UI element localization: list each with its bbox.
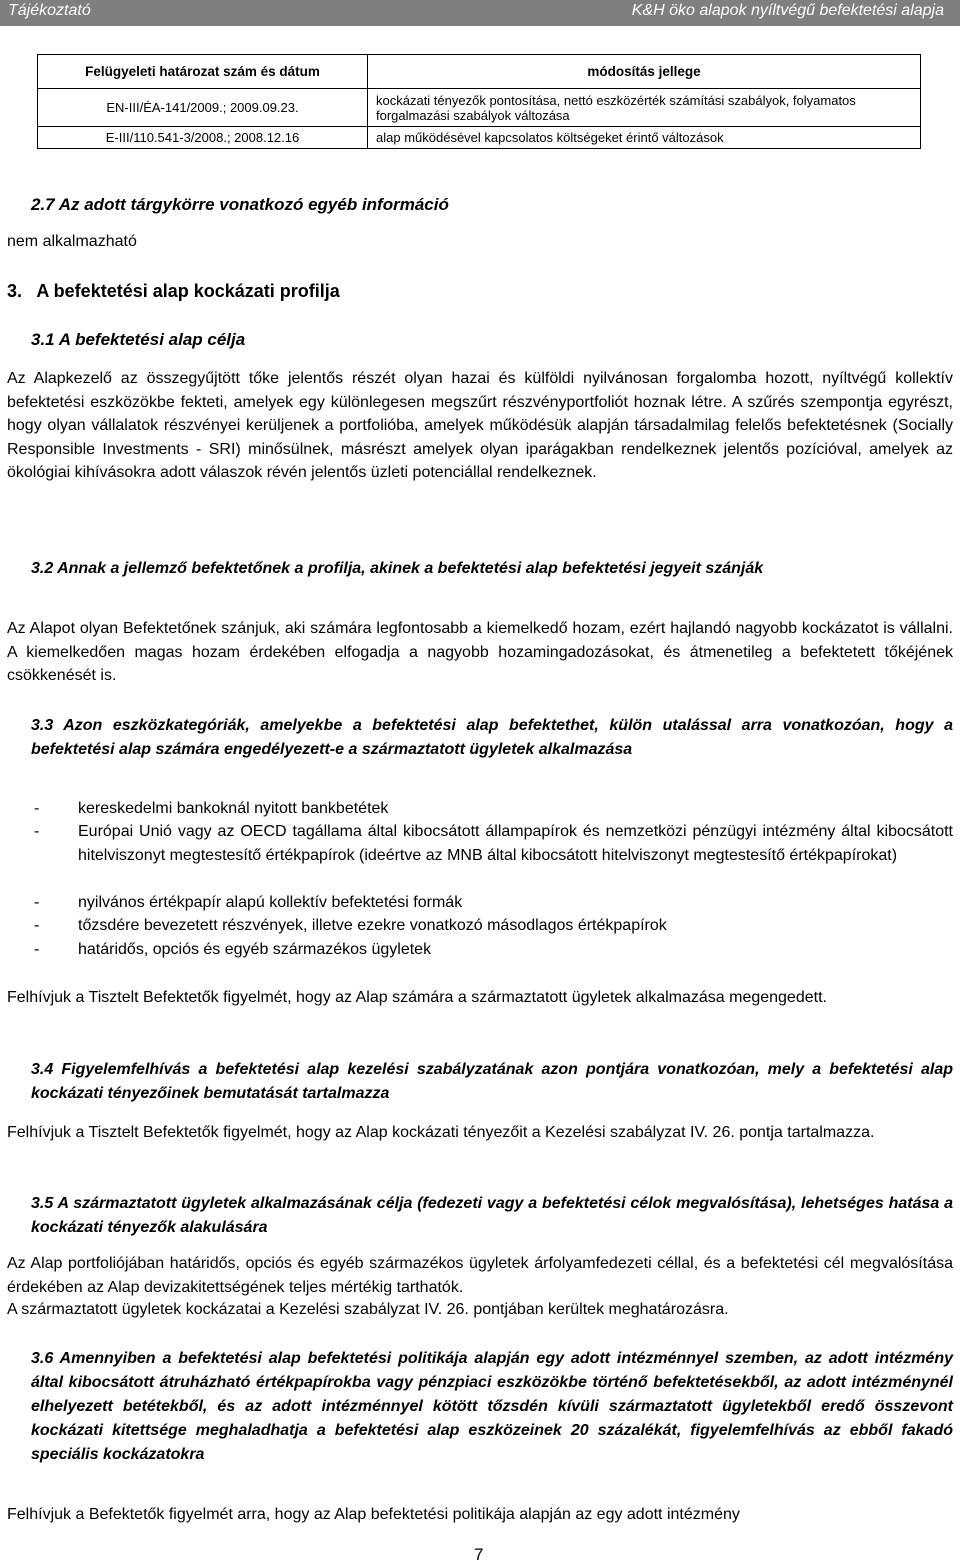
section-3-3-heading: 3.3 Azon eszközkategóriák, amelyekbe a befektetési alap befektethet, külön utalással arra vonatkozóan, hogy a befektetési alap számára engedélyezett-e a származtatott ügyletek alkalmazása (31, 717, 953, 758)
table-cell-desc: kockázati tényezők pontosítása, nettó eszközérték számítási szabályok, folyamatos forgalmazási szabályok változása (368, 89, 921, 127)
table-cell-desc: alap működésével kapcsolatos költségeket érintő változások (368, 127, 921, 149)
section-3-1-heading: 3.1 A befektetési alap célja (31, 330, 246, 349)
list-item: kereskedelmi bankoknál nyitott bankbetétek (78, 800, 389, 817)
section-3-5-heading: 3.5 A származtatott ügyletek alkalmazásának célja (fedezeti vagy a befektetési célok megvalósítása), lehetséges hatása a kockázati tényezők alakulására (31, 1195, 953, 1236)
section-3-2-paragraph: Az Alapot olyan Befektetőnek szánjuk, aki számára legfontosabb a kiemelkedő hozam, ezért hajlandó nagyobb kockázatot is vállalni. A kiemelkedően magas hozam érdekében elfogadja a nagyobb hozamingadozásokat, és átmenetileg a befektetett tőkéjének csökkenését is. (7, 620, 953, 684)
list-bullet: - (34, 800, 40, 817)
list-bullet: - (34, 941, 40, 958)
list-item: határidős, opciós és egyéb származékos ügyletek (78, 941, 432, 958)
list-bullet: - (34, 823, 40, 840)
table-header-row (38, 55, 921, 89)
table-cell-ref: E-III/110.541-3/2008.; 2008.12.16 (38, 127, 368, 149)
list-bullet: - (34, 894, 40, 911)
list-item: nyilvános értékpapír alapú kollektív befektetési formák (78, 894, 463, 911)
table-row (38, 89, 921, 127)
table-cell-ref: EN-III/ÉA-141/2009.; 2009.09.23. (38, 89, 368, 127)
header-doc-type: Tájékoztató (8, 2, 91, 19)
modifications-table (37, 54, 921, 149)
section-3-5-paragraph-2: A származtatott ügyletek kockázatai a Kezelési szabályzat IV. 26. pontjában kerültek meghatározásra. (7, 1301, 729, 1318)
section-3-5-paragraph: Az Alap portfoliójában határidős, opciós és egyéb származékos ügyletek árfolyamfedezeti céllal, és a befektetési cél megvalósítása érdekében az Alap devizakitettségének teljes mértékig tarthatók. (7, 1255, 953, 1296)
section-3-6-heading: 3.6 Amennyiben a befektetési alap befektetési politikája alapján egy adott intézménnyel szemben, az adott intézmény által kibocsátott átruházható értékpapírokba vagy pénzpiaci eszközökbe történő befektetésekből, az adott intézménynél elhelyezett betétekből, és az adott intézménnyel kötött tőzsdén kívüli származtatott ügyletekből eredő összevont kockázati kitettsége meghaladhatja a befektetési alap eszközeinek 20 százalékát, figyelemfelhívás az ebből fakadó speciális kockázatokra (31, 1350, 953, 1463)
section-3-2-heading: 3.2 Annak a jellemző befektetőnek a profilja, akinek a befektetési alap befektetési jegyeit szánják (31, 560, 764, 577)
table-header-ref: Felügyeleti határozat szám és dátum (38, 55, 368, 89)
section-3-heading: 3. A befektetési alap kockázati profilja (7, 281, 340, 301)
section-2-7-text: nem alkalmazható (7, 233, 137, 250)
page-header (0, 0, 960, 26)
section-3-3-paragraph: Felhívjuk a Tisztelt Befektetők figyelmét, hogy az Alap számára a származtatott ügyletek alkalmazása megengedett. (7, 989, 827, 1006)
list-item: Európai Unió vagy az OECD tagállama által kibocsátott állampapírok és nemzetközi pénzügyi intézmény által kibocsátott hitelviszonyt megtestesítő értékpapírok (ideértve az MNB által kibocsátott hitelviszonyt megtestesítő értékpapírokat) (78, 823, 953, 864)
section-3-4-paragraph: Felhívjuk a Tisztelt Befektetők figyelmét, hogy az Alap kockázati tényezőit a Kezelési szabályzat IV. 26. pontja tartalmazza. (7, 1124, 875, 1141)
list-bullet: - (34, 917, 40, 934)
section-3-4-heading: 3.4 Figyelemfelhívás a befektetési alap kezelési szabályzatának azon pontjára vonatkozóan, mely a befektetési alap kockázati tényezőinek bemutatását tartalmazza (31, 1061, 953, 1102)
section-3-6-paragraph: Felhívjuk a Befektetők figyelmét arra, hogy az Alap befektetési politikája alapján az egy adott intézmény (7, 1506, 740, 1523)
list-item: tőzsdére bevezetett részvények, illetve ezekre vonatkozó másodlagos értékpapírok (78, 917, 667, 934)
table-header-type: módosítás jellege (368, 55, 921, 89)
section-3-1-paragraph: Az Alapkezelő az összegyűjtött tőke jelentős részét olyan hazai és külföldi nyilvánosan forgalomba hozott, nyíltvégű kollektív befektetési eszközökbe fekteti, amelyek egy különlegesen megszűrt részvényportfoliót hoznak létre. A szűrés szempontja egyrészt, hogy olyan vállalatok részvényei kerüljenek a portfolióba, amelyek működésük alapján társadalmilag felelős befektetésnek (Socially Responsible Investments - SRI) minősülnek, másrészt amelyek olyan iparágakban rendelkeznek jelentős pozícióval, amelyek az ökológiai kihívásokra adott válaszok révén jelentős üzleti potenciállal rendelkeznek. (7, 370, 953, 481)
section-2-7-heading: 2.7 Az adott tárgykörre vonatkozó egyéb információ (31, 195, 449, 214)
table-row (38, 127, 921, 149)
page-number: 7 (474, 1545, 484, 1564)
header-fund-name: K&H öko alapok nyíltvégű befektetési alapja (631, 2, 944, 19)
